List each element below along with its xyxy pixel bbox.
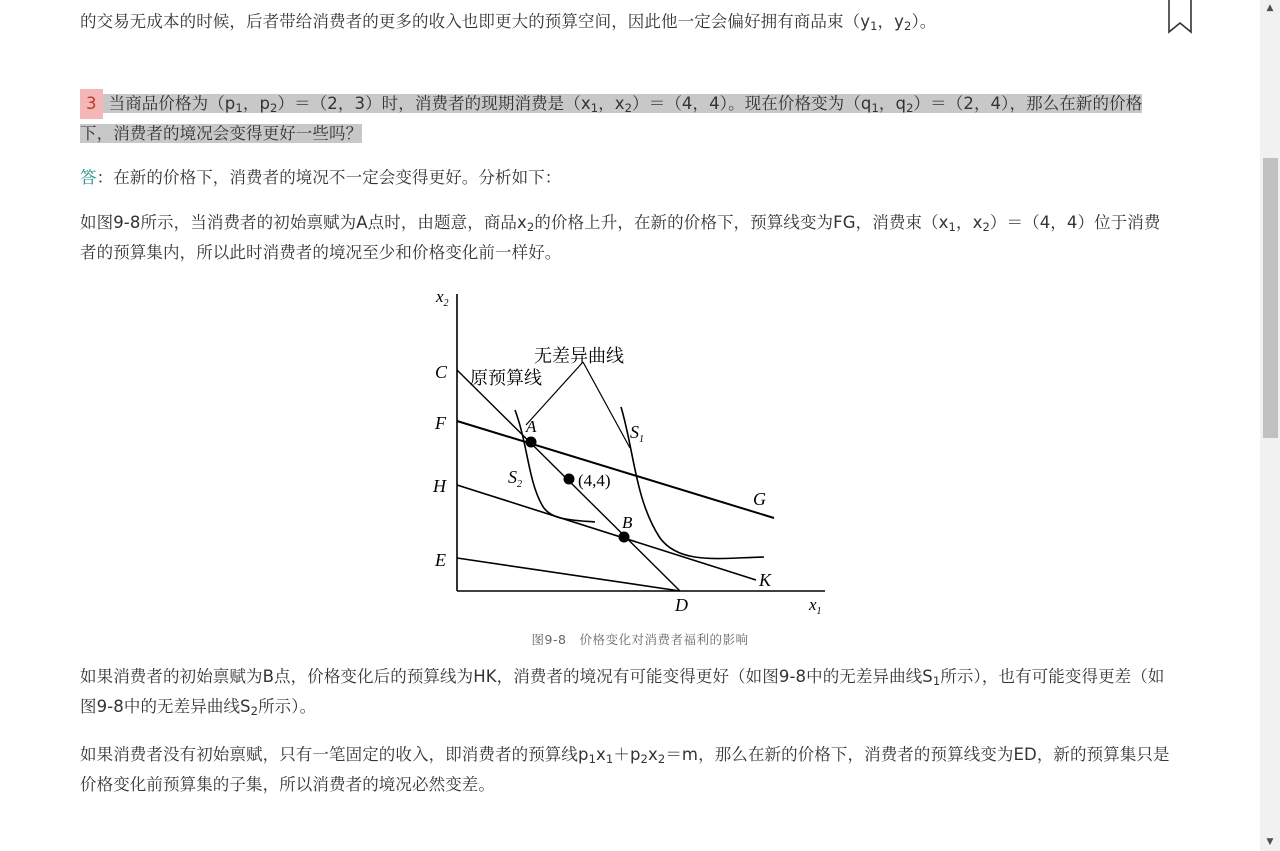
analysis-paragraph-3 <box>80 740 1175 800</box>
point-A <box>526 437 537 448</box>
text: ，x <box>955 213 983 232</box>
text: 当商品价格为（p <box>108 94 236 113</box>
text: ，y <box>877 12 904 31</box>
scroll-down-arrow-icon[interactable]: ▼ <box>1266 837 1274 847</box>
scroll-up-arrow-icon[interactable]: ▲ <box>1266 3 1274 13</box>
text: ）＝（2，4），那么在新的价格下，消费者的境况会变得更好一些吗？ <box>80 94 1143 143</box>
text: ）＝（4，4）位于消费者的预算集内，所以此时消费者的境况至少和价格变化前一样好。 <box>80 213 1161 262</box>
text: ：在新的价格下，消费者的境况不一定会变得更好。分析如下： <box>96 168 562 187</box>
label-E: E <box>435 550 446 570</box>
subscript: 1 <box>590 100 599 115</box>
subscript: 2 <box>270 100 278 115</box>
budget-line-FG <box>457 421 774 518</box>
figure-caption: 图9-8 价格变化对消费者福利的影响 <box>531 632 749 647</box>
subscript: 2 <box>906 100 914 115</box>
text: 如果消费者的初始禀赋为B点，价格变化后的预算线为HK，消费者的境况有可能变得更好（如图9-8中的无差异曲线S <box>80 667 933 686</box>
label-G: G <box>753 489 766 509</box>
label-B: B <box>622 513 633 532</box>
text: ＝m，那么在新的价格下，消费者的预算线变为ED，新的预算集只是价格变化前预算集的子集，所以消费者的境况必然变差。 <box>80 745 1170 794</box>
subscript: 1 <box>235 100 243 115</box>
text: 所示）。 <box>258 697 317 716</box>
text: 所示），也有可能变得更差（如图9-8中的无差异曲线S <box>80 667 1165 716</box>
text: ＋p <box>613 745 641 764</box>
previous-answer-tail <box>80 7 1175 37</box>
text: ）。 <box>911 12 937 31</box>
text: 如果消费者没有初始禀赋，只有一笔固定的收入，即消费者的预算线p <box>80 745 589 764</box>
x-axis-label: $x_1$ <box>809 595 822 617</box>
text: ）＝（2，3）时，消费者的现期消费是（x <box>277 94 591 113</box>
point-4-4 <box>564 474 575 485</box>
subscript: 2 <box>904 18 912 33</box>
label-original-budget: 原预算线 <box>470 368 542 388</box>
text: ，q <box>878 94 907 113</box>
answer-intro <box>80 163 1175 193</box>
y-axis-label: $x_2$ <box>436 287 449 309</box>
analysis-paragraph-1 <box>80 208 1175 268</box>
label-C: C <box>435 362 448 382</box>
indifference-curve-S1 <box>621 407 764 559</box>
question-number: 3 <box>80 89 103 119</box>
label-leader-2 <box>583 362 630 448</box>
label-D: D <box>675 595 688 615</box>
label-H: H <box>433 476 446 496</box>
label-K: K <box>759 570 772 590</box>
vertical-scrollbar[interactable] <box>1260 0 1280 851</box>
point-B <box>619 532 630 543</box>
text: ，x <box>598 94 625 113</box>
text: x <box>596 745 606 764</box>
budget-line-ED <box>457 558 680 591</box>
question-3[interactable] <box>80 89 1175 149</box>
subscript: 1 <box>605 751 614 766</box>
analysis-paragraph-2 <box>80 662 1175 722</box>
text: 的交易无成本的时候，后者带给消费者的更多的收入也即更大的预算空间，因此他一定会偏好拥有商品束（y <box>80 12 871 31</box>
subscript: 1 <box>932 673 941 688</box>
label-S2: $S_2$ <box>508 467 522 490</box>
subscript: 2 <box>640 751 648 766</box>
subscript: 2 <box>624 100 633 115</box>
subscript: 1 <box>948 219 956 234</box>
subscript: 2 <box>982 219 990 234</box>
subscript: 2 <box>657 751 666 766</box>
subscript: 2 <box>526 219 535 234</box>
scrollbar-thumb[interactable] <box>1263 158 1278 438</box>
text: ）＝（4，4）。现在价格变为（q <box>632 94 872 113</box>
bookmark-icon[interactable] <box>1168 0 1192 34</box>
text: ，p <box>242 94 271 113</box>
subscript: 2 <box>250 703 259 718</box>
label-S1: $S_1$ <box>630 422 644 445</box>
figure-9-8 <box>420 280 840 625</box>
text: 如图9-8所示，当消费者的初始禀赋为A点时，由题意，商品x <box>80 213 527 232</box>
text: 的价格上升，在新的价格下，预算线变为FG，消费束（x <box>534 213 949 232</box>
subscript: 1 <box>588 751 597 766</box>
text: x <box>648 745 658 764</box>
label-point-4-4: (4,4) <box>578 471 611 490</box>
label-A: A <box>526 417 537 436</box>
label-F: F <box>435 413 446 433</box>
answer-label: 答 <box>80 168 97 187</box>
label-indifference-curve: 无差异曲线 <box>534 346 624 366</box>
subscript: 1 <box>871 100 879 115</box>
subscript: 1 <box>870 18 878 33</box>
